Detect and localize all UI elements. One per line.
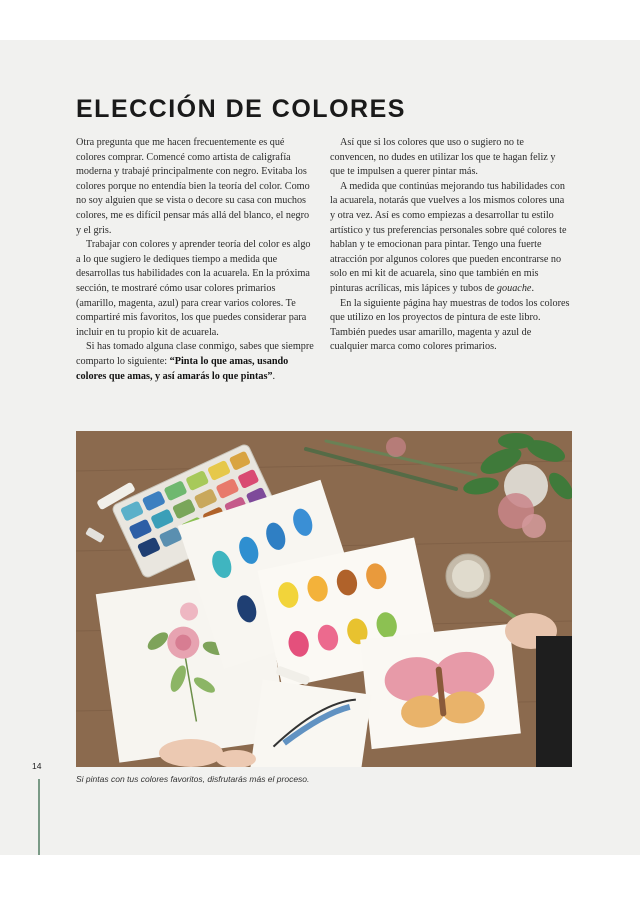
left-text-column (76, 136, 316, 384)
photo-illustration (76, 431, 572, 767)
paragraph: Así que si los colores que uso o sugiero no te convencen, no dudes en utilizar los que te hagan feliz y que te impulsen a querer pintar más. (330, 137, 556, 178)
book-page (0, 40, 640, 855)
photo-caption: Si pintas con tus colores favoritos, disfrutarás más el proceso. (76, 774, 310, 784)
margin-rule (38, 779, 40, 855)
page-title: ELECCIÓN DE COLORES (76, 95, 406, 123)
right-text-column (330, 136, 570, 355)
paragraph-text: A medida que continúas mejorando tus habilidades con la acuarela, notarás que vuelves a los mismos colores una y otra vez. Así es como empiezas a desarrollar tu estilo artístico y tus preferencias personales sobre qué colores te hablan y te emocionan para pintar. Tengo una fuerte atracción por algunos colores que pueden encontrarse no solo en mi kit de acuarela, sino que también en mis pinturas acrílicas, mis lápices y tubos de (330, 180, 567, 294)
page-number: 14 (32, 761, 42, 771)
punctuation: . (531, 282, 534, 294)
punctuation: . (272, 370, 276, 382)
paragraph-text: Si has tomado alguna clase conmigo, sabes que siempre comparto lo siguiente: (76, 341, 314, 367)
paragraph: Otra pregunta que me hacen frecuentemente es qué colores comprar. Comencé como artista de caligrafía moderna y trabajé principalmente con negro. Evitaba los colores porque no entendía bien la teoría del color. Como no soy alguien que se vista o decore su casa con muchos colores, me es difícil pensar más allá del blanco, el negro y el gris. (76, 137, 310, 236)
paragraph: Trabajar con colores y aprender teoría del color es algo a lo que sugiero le dediques tiempo a medida que desarrollas tus habilidades con la acuarela. En la próxima sección, te mostraré cómo usar colores primarios (amarillo, magenta, azul) para crear varios colores. Te compartiré mis favoritos, los que puedes considerar para incluir en tu propio kit de acuarela. (76, 239, 311, 338)
paragraph: En la siguiente página hay muestras de todos los colores que utilizo en los proyectos de pintura de este libro. También puedes usar amarillo, magenta y azul de cualquier marca como colores primarios. (330, 297, 570, 353)
watercolor-photo (76, 431, 572, 767)
paragraph (76, 340, 316, 384)
italic-term: gouache (496, 282, 532, 294)
highlighted-quote: “Pinta lo que amas, usando colores que amas, y así amarás lo que pintas” (76, 355, 289, 382)
paragraph (330, 180, 570, 297)
